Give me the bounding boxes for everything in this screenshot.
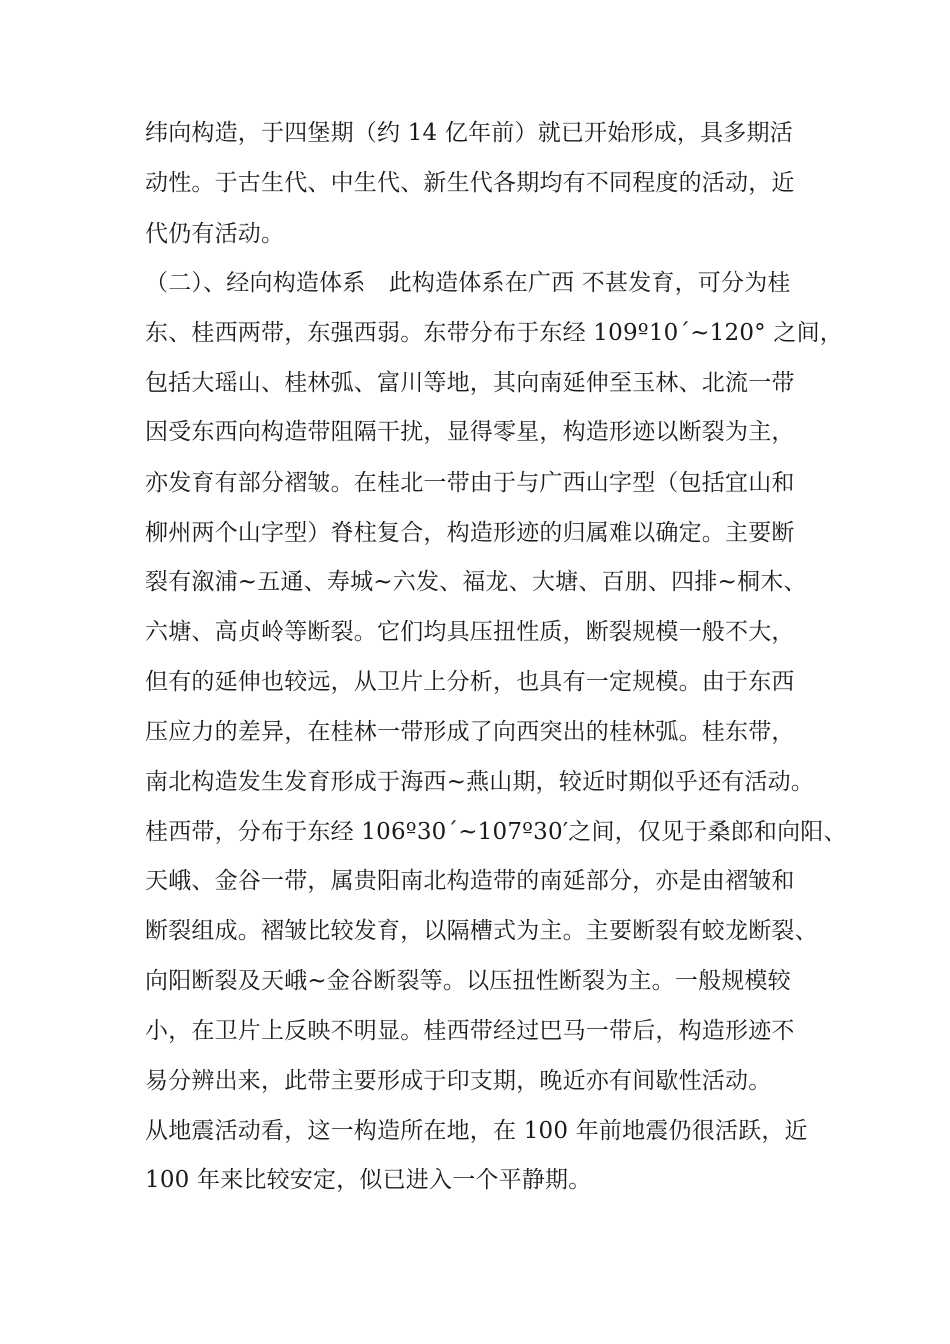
text-line-16: 天峨、金谷一带，属贵阳南北构造带的南延部分，亦是由褶皱和 — [145, 868, 795, 894]
text-line-6: 包括大瑶山、桂林弧、富川等地，其向南延伸至玉林、北流一带 — [145, 370, 795, 396]
text-line-7: 因受东西向构造带阻隔干扰，显得零星，构造形迹以断裂为主， — [145, 419, 795, 445]
text-line-22: 100 年来比较安定，似已进入一个平静期。 — [145, 1167, 592, 1193]
text-line-9: 柳州两个山字型）脊柱复合，构造形迹的归属难以确定。主要断 — [145, 520, 795, 546]
text-line-14: 南北构造发生发育形成于海西~燕山期，较近时期似乎还有活动。 — [145, 769, 815, 795]
text-line-10: 裂有溆浦~五通、寿城~六发、福龙、大塘、百朋、四排~桐木、 — [145, 569, 807, 595]
text-line-18: 向阳断裂及天峨~金谷断裂等。以压扭性断裂为主。一般规模较 — [145, 968, 791, 994]
text-line-13: 压应力的差异，在桂林一带形成了向西突出的桂林弧。桂东带， — [145, 719, 795, 745]
text-line-20: 易分辨出来，此带主要形成于印支期，晚近亦有间歇性活动。 — [145, 1068, 772, 1094]
text-line-1: 纬向构造，于四堡期（约 14 亿年前）就已开始形成，具多期活 — [145, 120, 793, 146]
text-line-21: 从地震活动看，这一构造所在地，在 100 年前地震仍很活跃，近 — [145, 1118, 808, 1144]
text-line-8: 亦发育有部分褶皱。在桂北一带由于与广西山字型（包括宜山和 — [145, 470, 795, 496]
text-line-4: （二）、经向构造体系 此构造体系在广西 不甚发育，可分为桂 — [145, 270, 791, 296]
text-line-2: 动性。于古生代、中生代、新生代各期均有不同程度的活动，近 — [145, 170, 795, 196]
text-line-15: 桂西带，分布于东经 106º30ˊ~107º30′之间，仅见于桑郎和向阳、 — [145, 819, 847, 845]
text-line-3: 代仍有活动。 — [145, 221, 285, 247]
text-line-17: 断裂组成。褶皱比较发育，以隔槽式为主。主要断裂有蛟龙断裂、 — [145, 918, 818, 944]
text-line-12: 但有的延伸也较远，从卫片上分析，也具有一定规模。由于东西 — [145, 669, 795, 695]
text-line-19: 小，在卫片上反映不明显。桂西带经过巴马一带后，构造形迹不 — [145, 1018, 795, 1044]
text-line-5: 东、桂西两带，东强西弱。东带分布于东经 109º10ˊ~120° 之间， — [145, 320, 843, 346]
text-line-11: 六塘、高贞岭等断裂。它们均具压扭性质，断裂规模一般不大， — [145, 619, 795, 645]
